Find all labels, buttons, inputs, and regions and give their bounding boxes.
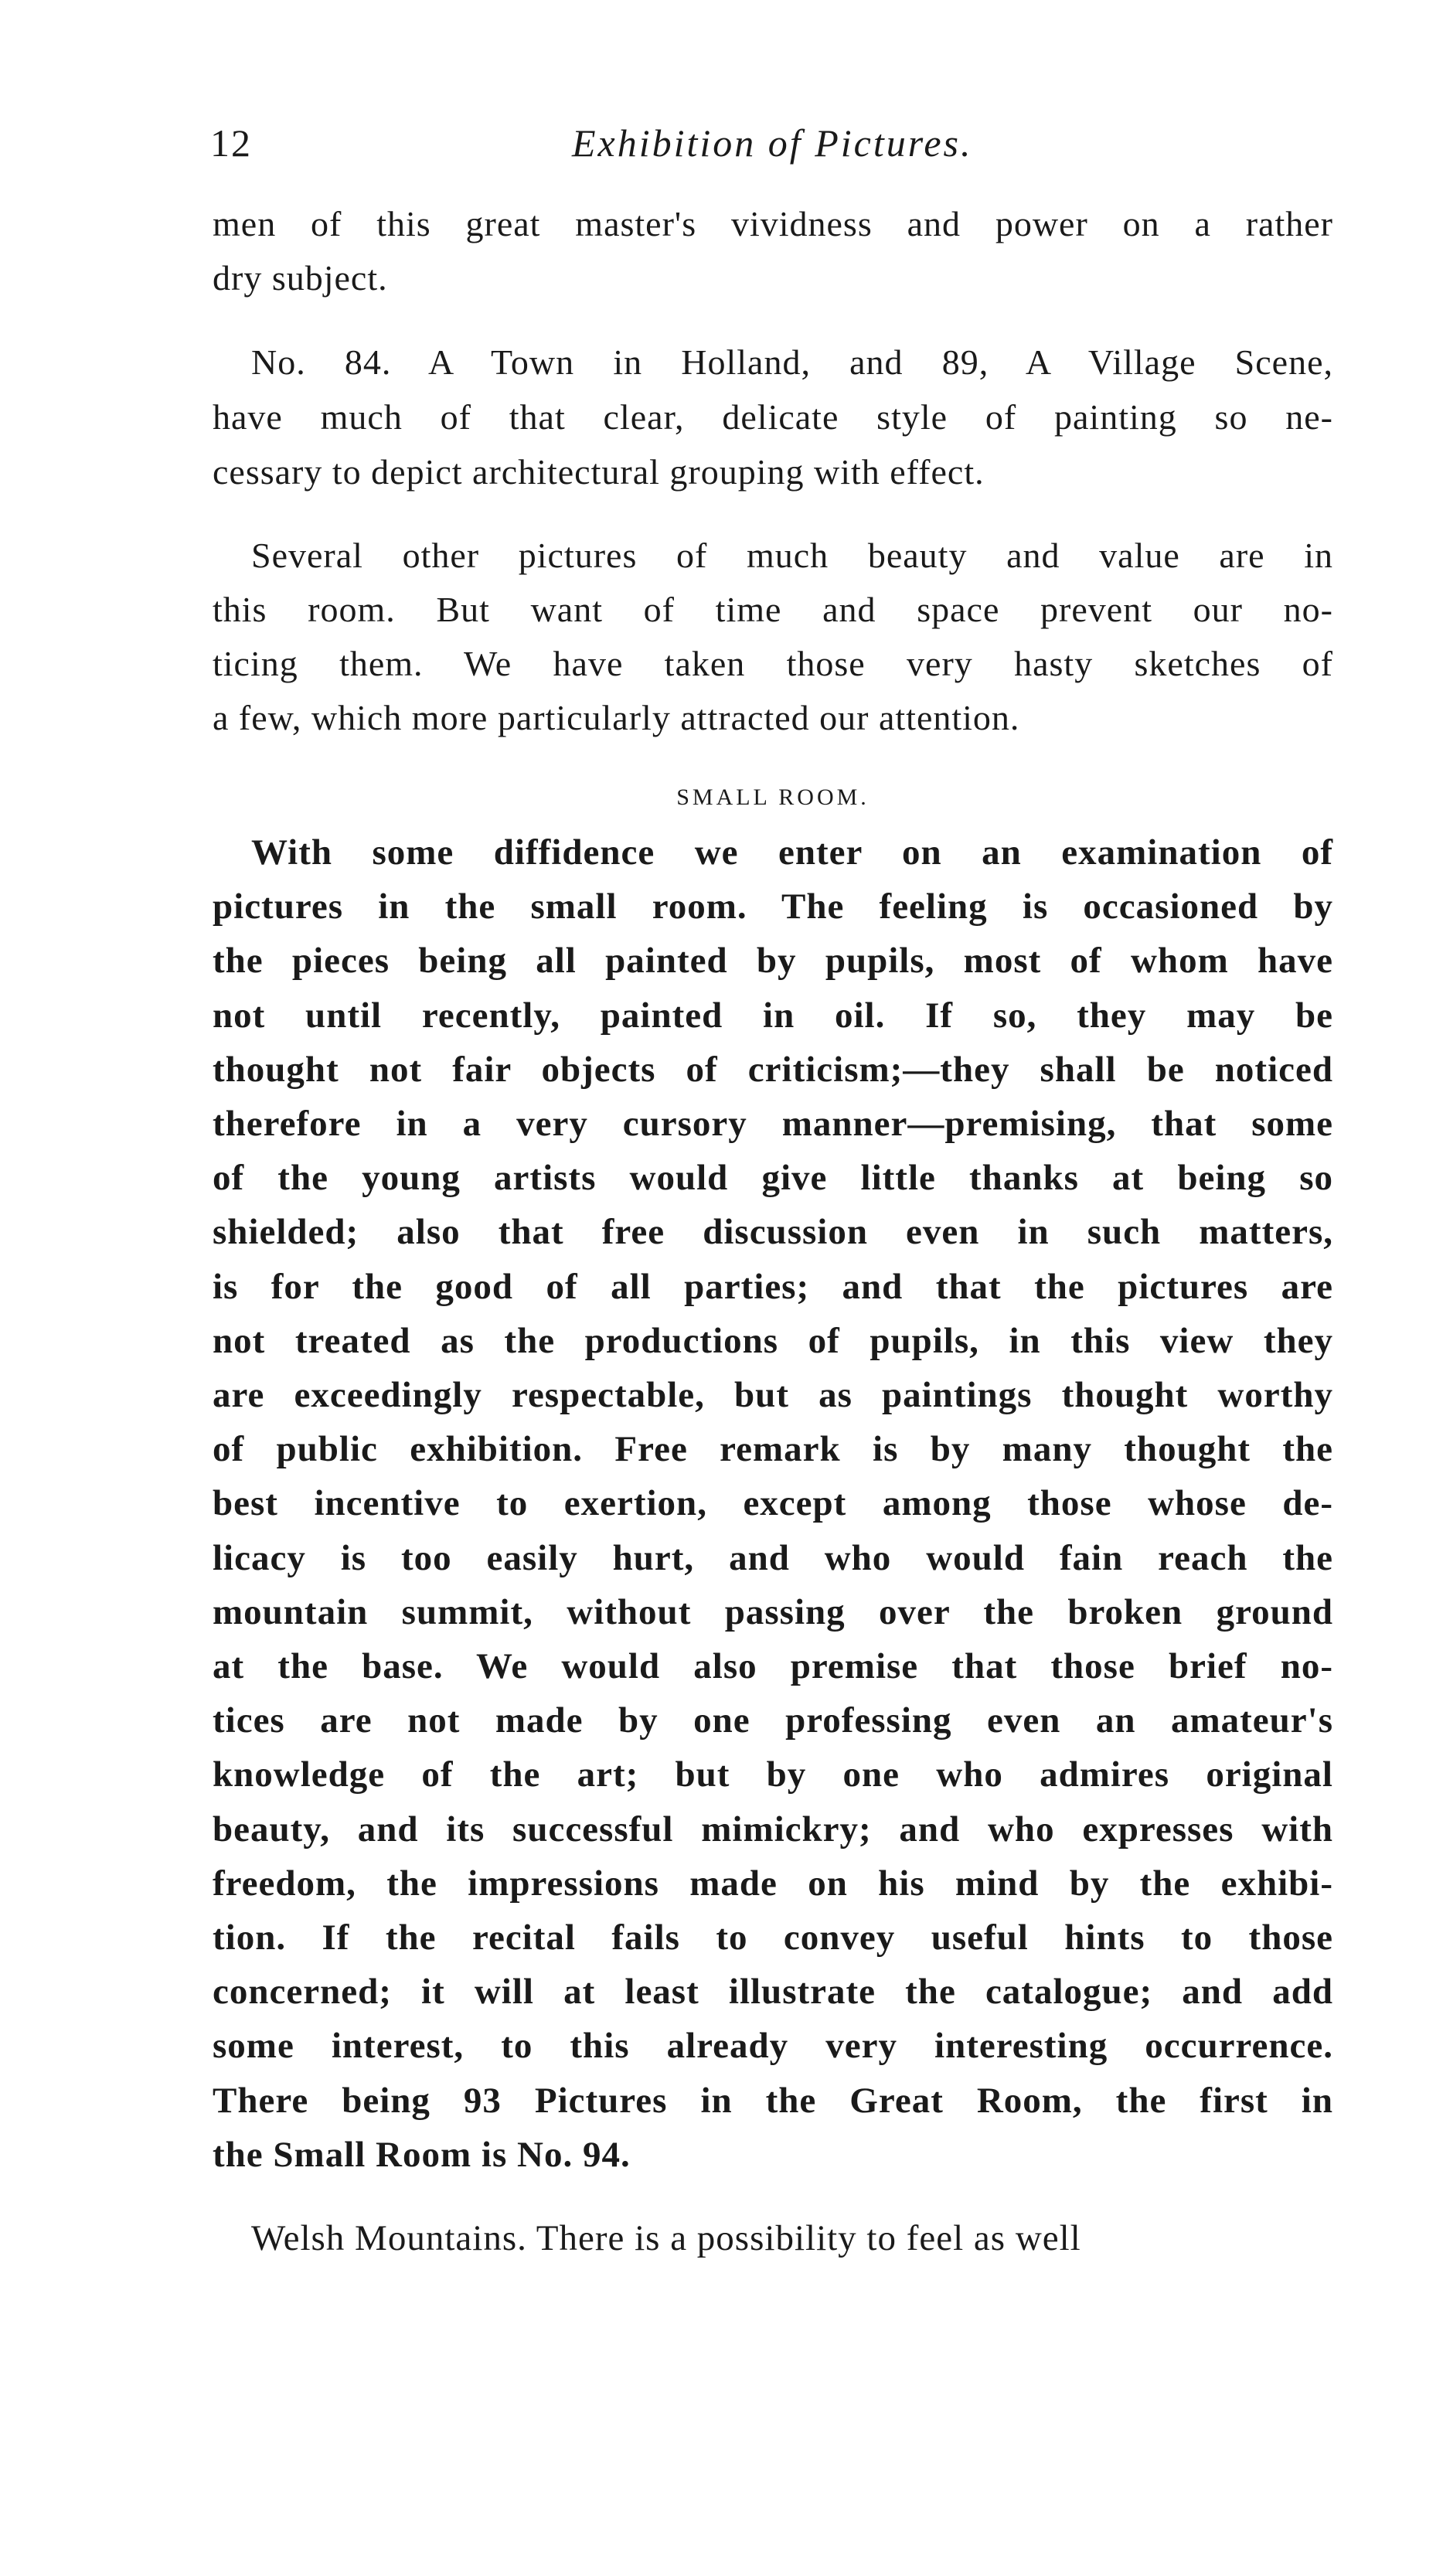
text-line: With some diffidence we enter on an examination of [251, 832, 1333, 873]
text-line: at the base. We would also premise that those brief no- [213, 1646, 1333, 1687]
text-line: is for the good of all parties; and that the pictures are [213, 1266, 1333, 1307]
text-line: of public exhibition. Free remark is by many thought the [213, 1429, 1333, 1470]
text-line: freedom, the impressions made on his mind by the exhibi- [213, 1863, 1333, 1904]
text-line: No. 84. A Town in Holland, and 89, A Village Scene, [251, 342, 1333, 382]
text-line: dry subject. [213, 258, 388, 298]
running-head [0, 116, 1443, 170]
text-line: ticing them. We have taken those very hasty sketches of [213, 644, 1333, 683]
text-line: licacy is too easily hurt, and who would fain reach the [213, 1537, 1333, 1578]
text-line: cessary to depict architectural grouping with effect. [213, 452, 985, 492]
text-line: have much of that clear, delicate style of painting so ne- [213, 397, 1333, 437]
text-line: some interest, to this already very interesting occurrence. [213, 2026, 1333, 2067]
text-line: shielded; also that free discussion even in such matters, [213, 1212, 1333, 1253]
text-line: thought not fair objects of criticism;—they shall be noticed [213, 1049, 1333, 1090]
text-line: men of this great master's vividness and power on a rather [213, 204, 1333, 243]
text-line: knowledge of the art; but by one who admires original [213, 1754, 1333, 1795]
text-line: Welsh Mountains. There is a possibility to feel as well [251, 2218, 1081, 2259]
text-line: not treated as the productions of pupils, in this view they [213, 1320, 1333, 1361]
text-line: concerned; it will at least illustrate the catalogue; and add [213, 1972, 1333, 2013]
text-line: this room. But want of time and space prevent our no- [213, 590, 1333, 629]
running-title: Exhibition of Pictures. [572, 121, 973, 165]
text-line: mountain summit, without passing over the broken ground [213, 1591, 1333, 1632]
text-line: pictures in the small room. The feeling is occasioned by [213, 886, 1333, 927]
text-line: the pieces being all painted by pupils, most of whom have [213, 941, 1333, 982]
text-line: beauty, and its successful mimickry; and who expresses with [213, 1809, 1333, 1849]
text-line: tion. If the recital fails to convey useful hints to those [213, 1918, 1333, 1958]
text-line: There being 93 Pictures in the Great Room, the first in [213, 2080, 1333, 2121]
text-line: of the young artists would give little thanks at being so [213, 1158, 1333, 1199]
page-number: 12 [210, 121, 252, 165]
paragraph-welsh-mountains [213, 2211, 1333, 2265]
paragraph-small-room [213, 825, 1333, 2182]
text-line: are exceedingly respectable, but as paintings thought worthy [213, 1375, 1333, 1416]
paragraph-several-other-pictures [213, 529, 1333, 745]
paragraph-town-in-holland [213, 335, 1333, 499]
text-line: tices are not made by one professing even an amateur's [213, 1700, 1333, 1741]
text-line: a few, which more particularly attracted our attention. [213, 698, 1020, 737]
text-line: not until recently, painted in oil. If so, they may be [213, 995, 1333, 1036]
text-line: best incentive to exertion, except among those whose de- [213, 1483, 1333, 1524]
paragraph-continuation [213, 197, 1333, 305]
section-heading: SMALL ROOM. [676, 784, 870, 810]
body-text [213, 197, 1333, 2295]
text-line: Several other pictures of much beauty and value are in [251, 536, 1333, 575]
text-line: the Small Room is No. 94. [213, 2134, 631, 2175]
text-line: therefore in a very cursory manner—premising, that some [213, 1104, 1333, 1145]
